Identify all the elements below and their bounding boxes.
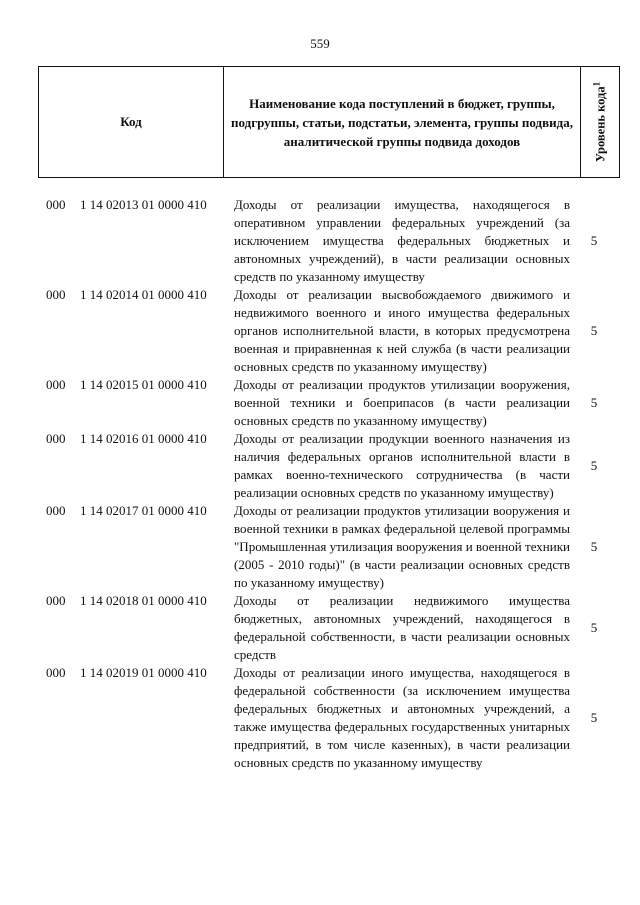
row-description: Доходы от реализации недвижимого имущества бюджетных, автономных учреждений, находящегося в федеральной собственности, в части реализации основных средств: [234, 593, 570, 662]
row-code: 1 14 02019 01 0000 410: [80, 665, 207, 680]
row-description: Доходы от реализации продуктов утилизации вооружения и военной техники в рамках федеральной целевой программы "Промышленная утилизация вооружения и военной техники (2005 - 2010 годы)" (в части реализации основных средств по указанному имуществу): [234, 503, 570, 590]
table-body: [46, 196, 606, 772]
header-name: Наименование кода поступлений в бюджет, группы, подгруппы, статьи, подстатьи, элемента, группы подвида, аналитической группы подвида доходов: [224, 67, 581, 178]
row-description: Доходы от реализации иного имущества, находящегося в федеральной собственности (за исключением имущества федеральных бюджетных и автономных учреждений, а также имущества федеральных государственных унитарных предприятий, в том числе казенных), в части реализации основных средств по указанному имуществу: [234, 665, 570, 770]
row-level: 5: [590, 395, 598, 410]
row-level: 5: [590, 458, 598, 473]
row-code: 1 14 02016 01 0000 410: [80, 431, 207, 446]
table-row: [46, 502, 606, 592]
row-description: Доходы от реализации имущества, находящегося в оперативном управлении федеральных учреждений (за исключением имущества федеральных бюджетных и автономных учреждений), в части реализации основных средств по указанному имуществу: [234, 197, 570, 284]
table-row: [46, 430, 606, 502]
table-row: [46, 376, 606, 430]
row-level: 5: [590, 233, 598, 248]
row-code: 1 14 02015 01 0000 410: [80, 377, 207, 392]
header-level: [591, 82, 608, 162]
row-prefix: 000: [46, 593, 66, 608]
row-prefix: 000: [46, 503, 66, 518]
row-prefix: 000: [46, 197, 66, 212]
row-description: Доходы от реализации высвобождаемого движимого и недвижимого военного и иного имущества федеральных органов исполнительной власти, в которых предусмотрена военная и приравненная к ней служба (в части реализации основных средств по указанному имуществу): [234, 287, 570, 374]
table-row: [46, 196, 606, 286]
row-prefix: 000: [46, 287, 66, 302]
row-level: 5: [590, 710, 598, 725]
table-row: [46, 664, 606, 772]
row-level: 5: [590, 539, 598, 554]
row-code: 1 14 02013 01 0000 410: [80, 197, 207, 212]
row-description: Доходы от реализации продуктов утилизации вооружения, военной техники и боеприпасов (в части реализации основных средств по указанному имуществу): [234, 377, 570, 428]
table-row: [46, 592, 606, 664]
row-level: 5: [590, 323, 598, 338]
row-prefix: 000: [46, 431, 66, 446]
header-level-label: Уровень кода: [593, 86, 608, 163]
header-code: Код: [39, 67, 224, 178]
row-prefix: 000: [46, 665, 66, 680]
table-header: [38, 66, 620, 178]
header-level-cell: [581, 67, 620, 178]
page-number: 559: [310, 36, 330, 51]
row-level: 5: [590, 620, 598, 635]
row-code: 1 14 02018 01 0000 410: [80, 593, 207, 608]
row-description: Доходы от реализации продукции военного назначения из наличия федеральных органов исполнительной власти в рамках военно-технического сотрудничества (в части реализации основных средств по указанному имуществу): [234, 431, 570, 500]
header-level-footnote: 1: [591, 81, 602, 87]
row-code: 1 14 02014 01 0000 410: [80, 287, 207, 302]
row-prefix: 000: [46, 377, 66, 392]
table-row: [46, 286, 606, 376]
row-code: 1 14 02017 01 0000 410: [80, 503, 207, 518]
